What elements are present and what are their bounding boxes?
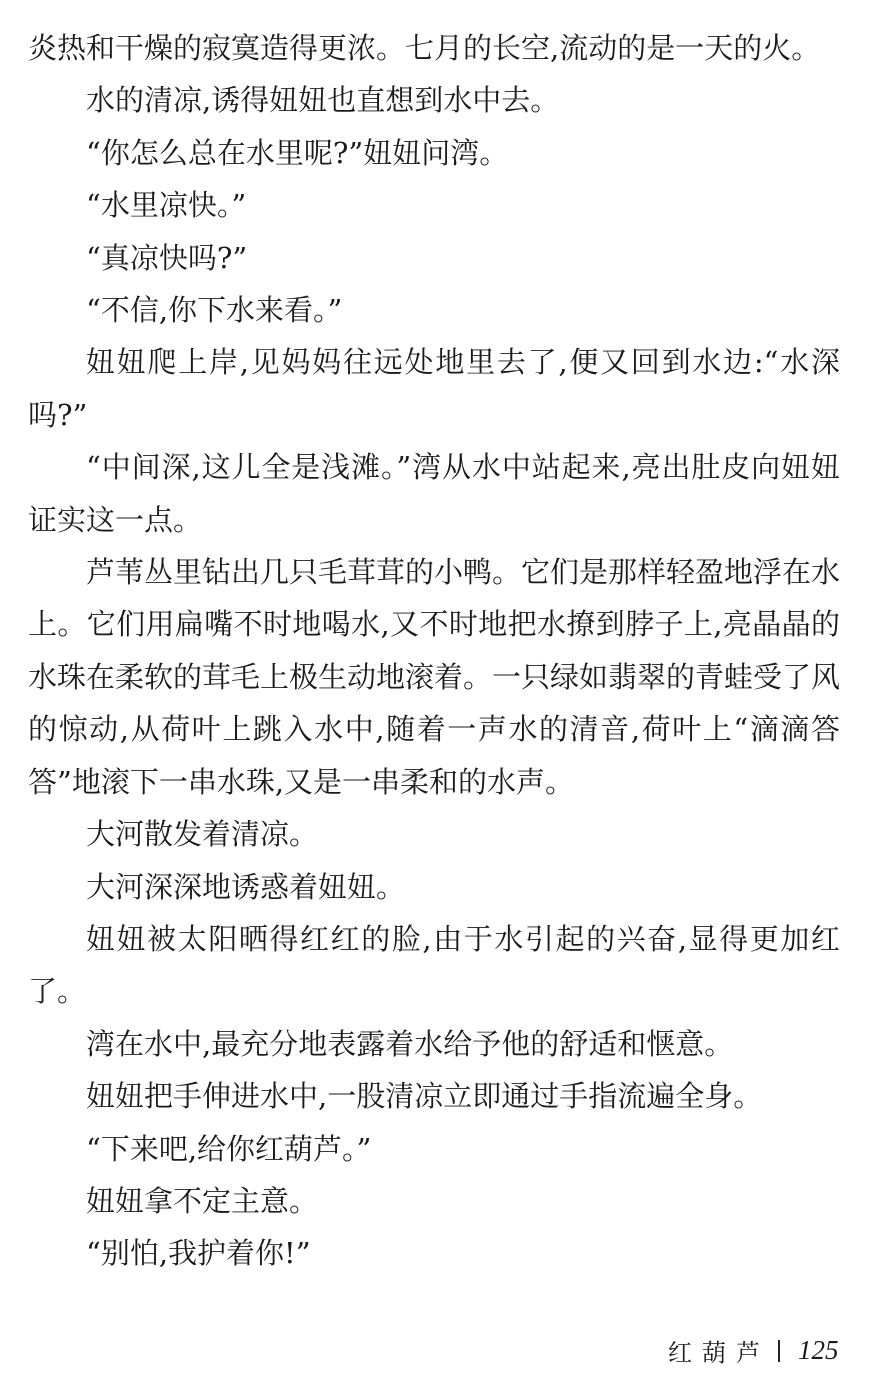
paragraph: 大河散发着清凉。 <box>86 817 319 852</box>
paragraph: 湾在水中,最充分地表露着水给予他的舒适和惬意。 <box>86 1026 734 1061</box>
paragraph: “你怎么总在水里呢?”妞妞问湾。 <box>86 135 509 170</box>
footer-divider <box>778 1340 780 1362</box>
paragraph: “下来吧,给你红葫芦。” <box>86 1131 372 1166</box>
paragraph: “水里凉快。” <box>86 188 247 223</box>
paragraph: 水的清凉,诱得妞妞也直想到水中去。 <box>86 83 560 118</box>
paragraph: 大河深深地诱惑着妞妞。 <box>86 869 406 904</box>
page-number: 125 <box>798 1335 839 1365</box>
running-title: 红葫芦 <box>668 1339 770 1367</box>
paragraph: 芦苇丛里钻出几只毛茸茸的小鸭。它们是那样轻盈地浮在水上。它们用扁嘴不时地喝水,又不时地把水撩到脖子上,亮晶晶的水珠在柔软的茸毛上极生动地滚着。一只绿如翡翠的青蛙受了风的惊动,从荷叶上跳入水中,随着一声水的清音,荷叶上“滴滴答答”地滚下一串水珠,又是一串柔和的水声。 <box>28 555 841 799</box>
paragraph: “真凉快吗?” <box>86 240 248 275</box>
paragraph: 妞妞被太阳晒得红红的脸,由于水引起的兴奋,显得更加红了。 <box>28 921 840 1009</box>
page-footer <box>668 1333 839 1368</box>
paragraph: “别怕,我护着你!” <box>86 1236 311 1271</box>
paragraph: 妞妞拿不定主意。 <box>86 1183 319 1218</box>
paragraph: “不信,你下水来看。” <box>86 293 343 328</box>
paragraph: 炎热和干燥的寂寞造得更浓。七月的长空,流动的是一天的火。 <box>28 31 821 65</box>
paragraph: 妞妞爬上岸,见妈妈往远处地里去了,便又回到水边:“水深吗?” <box>28 345 840 432</box>
body-text <box>28 22 840 1280</box>
paragraph: 妞妞把手伸进水中,一股清凉立即通过手指流遍全身。 <box>86 1079 763 1114</box>
paragraph: “中间深,这儿全是浅滩。”湾从水中站起来,亮出肚皮向妞妞证实这一点。 <box>28 450 840 537</box>
